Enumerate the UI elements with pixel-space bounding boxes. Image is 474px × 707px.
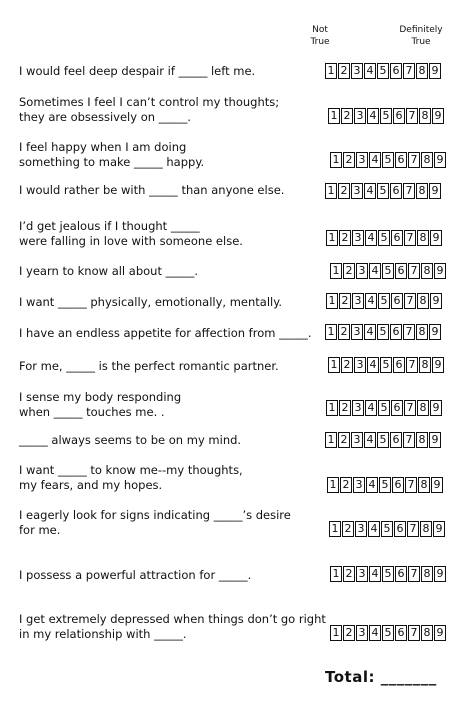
rating-box[interactable]: 9 — [434, 566, 446, 582]
rating-box[interactable]: 7 — [408, 263, 420, 279]
rating-box[interactable]: 8 — [419, 357, 431, 373]
rating-scale — [326, 400, 443, 416]
rating-box[interactable]: 9 — [430, 230, 442, 246]
rating-box[interactable]: 6 — [391, 230, 403, 246]
scale-high-label-line-1: Definitely — [399, 25, 443, 35]
rating-box[interactable]: 6 — [394, 521, 406, 537]
rating-scale — [326, 230, 443, 246]
rating-box[interactable]: 5 — [377, 324, 389, 340]
scale-low-label — [305, 24, 335, 48]
item-text-line: were falling in love with someone else. — [19, 234, 243, 248]
rating-box[interactable]: 8 — [416, 183, 428, 199]
rating-box[interactable]: 4 — [367, 357, 379, 373]
rating-box[interactable]: 9 — [431, 477, 443, 493]
rating-box[interactable]: 4 — [366, 477, 378, 493]
rating-box[interactable]: 3 — [356, 566, 368, 582]
item-text — [19, 183, 284, 198]
rating-box[interactable]: 8 — [416, 324, 428, 340]
rating-box[interactable]: 7 — [408, 566, 420, 582]
rating-box[interactable]: 5 — [382, 152, 394, 168]
rating-box[interactable]: 3 — [351, 324, 363, 340]
item-text-line: I sense my body responding — [19, 390, 182, 404]
rating-scale — [325, 324, 442, 340]
rating-box[interactable]: 6 — [393, 357, 405, 373]
rating-box[interactable]: 5 — [377, 432, 389, 448]
rating-box[interactable]: 1 — [328, 108, 340, 124]
rating-box[interactable]: 8 — [421, 152, 433, 168]
rating-box[interactable]: 1 — [325, 432, 337, 448]
item-text-line: I yearn to know all about _____. — [19, 264, 199, 278]
scale-high-label-line-2: True — [411, 37, 431, 47]
item-text-line: I get extremely depressed when things don’t go right — [19, 612, 326, 626]
rating-box[interactable]: 1 — [329, 521, 341, 537]
item-text-line: I want _____ physically, emotionally, mentally. — [19, 295, 283, 309]
rating-box[interactable]: 8 — [419, 108, 431, 124]
rating-box[interactable]: 7 — [406, 357, 418, 373]
item-text-line: I would rather be with _____ than anyone else. — [19, 183, 285, 197]
rating-scale — [330, 566, 447, 582]
rating-box[interactable]: 7 — [406, 108, 418, 124]
rating-box[interactable]: 3 — [352, 293, 364, 309]
item-text — [19, 64, 255, 79]
rating-box[interactable]: 8 — [416, 432, 428, 448]
rating-scale — [327, 477, 444, 493]
item-text-line: I possess a powerful attraction for _____. — [19, 568, 252, 582]
rating-box[interactable]: 3 — [353, 477, 365, 493]
rating-scale — [325, 183, 442, 199]
rating-box[interactable]: 2 — [341, 357, 353, 373]
rating-box[interactable]: 5 — [378, 400, 390, 416]
item-text-line: I’d get jealous if I thought _____ — [19, 219, 200, 233]
rating-box[interactable]: 5 — [378, 230, 390, 246]
rating-box[interactable]: 2 — [338, 432, 350, 448]
rating-box[interactable]: 6 — [393, 108, 405, 124]
rating-box[interactable]: 2 — [338, 183, 350, 199]
item-text-line: my fears, and my hopes. — [19, 478, 163, 492]
rating-box[interactable]: 2 — [343, 152, 355, 168]
rating-scale — [325, 63, 442, 79]
item-text — [19, 140, 204, 170]
item-text-line: _____ always seems to be on my mind. — [19, 433, 242, 447]
rating-box[interactable]: 5 — [382, 625, 394, 641]
rating-box[interactable]: 2 — [343, 625, 355, 641]
rating-box[interactable]: 2 — [343, 263, 355, 279]
rating-box[interactable]: 8 — [417, 293, 429, 309]
rating-box[interactable]: 7 — [404, 293, 416, 309]
rating-box[interactable]: 3 — [354, 357, 366, 373]
rating-box[interactable]: 1 — [325, 63, 337, 79]
rating-box[interactable]: 3 — [356, 625, 368, 641]
scale-low-label-line-1: Not — [312, 25, 328, 35]
item-text — [19, 508, 291, 538]
rating-box[interactable]: 6 — [390, 183, 402, 199]
rating-box[interactable]: 8 — [416, 63, 428, 79]
rating-box[interactable]: 7 — [403, 432, 415, 448]
rating-scale — [330, 625, 447, 641]
rating-box[interactable]: 6 — [392, 477, 404, 493]
rating-box[interactable]: 1 — [330, 263, 342, 279]
rating-box[interactable]: 1 — [328, 357, 340, 373]
item-text — [19, 326, 312, 341]
rating-box[interactable]: 2 — [342, 521, 354, 537]
item-text — [19, 264, 198, 279]
item-text-line: For me, _____ is the perfect romantic partner. — [19, 359, 279, 373]
rating-box[interactable]: 9 — [433, 521, 445, 537]
rating-box[interactable]: 7 — [405, 477, 417, 493]
item-text-line: they are obsessively on _____. — [19, 110, 192, 124]
rating-box[interactable]: 9 — [429, 183, 441, 199]
item-text-line: I feel happy when I am doing — [19, 140, 187, 154]
rating-box[interactable]: 1 — [330, 566, 342, 582]
rating-box[interactable]: 2 — [339, 293, 351, 309]
rating-box[interactable]: 2 — [340, 477, 352, 493]
rating-box[interactable]: 9 — [434, 152, 446, 168]
rating-box[interactable]: 5 — [381, 521, 393, 537]
item-text-line: I have an endless appetite for affection from _____. — [19, 326, 312, 340]
rating-box[interactable]: 7 — [404, 230, 416, 246]
item-text — [19, 95, 279, 125]
rating-box[interactable]: 3 — [351, 183, 363, 199]
item-text — [19, 219, 243, 249]
rating-box[interactable]: 2 — [339, 230, 351, 246]
rating-box[interactable]: 5 — [378, 293, 390, 309]
item-text — [19, 433, 241, 448]
rating-box[interactable]: 6 — [395, 263, 407, 279]
rating-box[interactable]: 3 — [355, 521, 367, 537]
rating-box[interactable]: 9 — [429, 324, 441, 340]
rating-box[interactable]: 3 — [352, 230, 364, 246]
rating-box[interactable]: 1 — [326, 400, 338, 416]
rating-box[interactable]: 8 — [420, 521, 432, 537]
rating-box[interactable]: 3 — [351, 63, 363, 79]
rating-scale — [328, 108, 445, 124]
item-text — [19, 295, 282, 310]
rating-box[interactable]: 4 — [369, 566, 381, 582]
rating-box[interactable]: 1 — [325, 183, 337, 199]
rating-box[interactable]: 5 — [380, 357, 392, 373]
scale-low-label-line-2: True — [310, 37, 330, 47]
rating-box[interactable]: 8 — [421, 263, 433, 279]
rating-box[interactable]: 2 — [343, 566, 355, 582]
rating-box[interactable]: 5 — [379, 477, 391, 493]
rating-box[interactable]: 6 — [395, 625, 407, 641]
rating-box[interactable]: 6 — [390, 324, 402, 340]
rating-box[interactable]: 4 — [365, 293, 377, 309]
rating-box[interactable]: 6 — [390, 432, 402, 448]
item-text — [19, 568, 251, 583]
rating-box[interactable]: 2 — [341, 108, 353, 124]
rating-box[interactable]: 4 — [365, 230, 377, 246]
item-text — [19, 612, 326, 642]
rating-box[interactable]: 6 — [395, 566, 407, 582]
rating-box[interactable]: 7 — [404, 400, 416, 416]
rating-box[interactable]: 8 — [417, 230, 429, 246]
rating-box[interactable]: 9 — [434, 263, 446, 279]
rating-scale — [330, 263, 447, 279]
rating-box[interactable]: 6 — [390, 63, 402, 79]
rating-box[interactable]: 7 — [407, 521, 419, 537]
item-text-line: I would feel deep despair if _____ left me. — [19, 64, 256, 78]
rating-box[interactable]: 4 — [365, 400, 377, 416]
rating-box[interactable]: 2 — [338, 324, 350, 340]
total-label: Total: _______ — [325, 668, 437, 686]
rating-box[interactable]: 3 — [356, 152, 368, 168]
rating-scale — [329, 521, 446, 537]
item-text-line: I want _____ to know me--my thoughts, — [19, 463, 243, 477]
rating-box[interactable]: 4 — [369, 263, 381, 279]
rating-scale — [325, 432, 442, 448]
rating-box[interactable]: 6 — [391, 293, 403, 309]
rating-box[interactable]: 8 — [418, 477, 430, 493]
rating-box[interactable]: 9 — [432, 357, 444, 373]
rating-box[interactable]: 1 — [330, 625, 342, 641]
rating-box[interactable]: 5 — [377, 183, 389, 199]
rating-box[interactable]: 5 — [380, 108, 392, 124]
rating-box[interactable]: 4 — [364, 183, 376, 199]
rating-box[interactable]: 7 — [403, 63, 415, 79]
rating-box[interactable]: 4 — [367, 108, 379, 124]
rating-box[interactable]: 1 — [330, 152, 342, 168]
rating-box[interactable]: 4 — [364, 432, 376, 448]
rating-box[interactable]: 6 — [395, 152, 407, 168]
rating-box[interactable]: 3 — [352, 400, 364, 416]
rating-box[interactable]: 7 — [403, 183, 415, 199]
rating-box[interactable]: 9 — [430, 293, 442, 309]
item-text-line: for me. — [19, 523, 61, 537]
rating-box[interactable]: 4 — [364, 324, 376, 340]
rating-box[interactable]: 5 — [377, 63, 389, 79]
rating-box[interactable]: 8 — [421, 625, 433, 641]
rating-box[interactable]: 4 — [369, 152, 381, 168]
rating-box[interactable]: 4 — [369, 625, 381, 641]
rating-box[interactable]: 8 — [421, 566, 433, 582]
item-text — [19, 463, 243, 493]
rating-box[interactable]: 1 — [326, 293, 338, 309]
rating-box[interactable]: 1 — [326, 230, 338, 246]
rating-box[interactable]: 7 — [403, 324, 415, 340]
rating-box[interactable]: 4 — [364, 63, 376, 79]
rating-box[interactable]: 9 — [429, 63, 441, 79]
rating-box[interactable]: 2 — [338, 63, 350, 79]
rating-box[interactable]: 9 — [434, 625, 446, 641]
item-text — [19, 359, 279, 374]
rating-box[interactable]: 5 — [382, 263, 394, 279]
rating-box[interactable]: 8 — [417, 400, 429, 416]
rating-box[interactable]: 9 — [432, 108, 444, 124]
rating-box[interactable]: 3 — [356, 263, 368, 279]
rating-box[interactable]: 3 — [351, 432, 363, 448]
item-text — [19, 390, 181, 420]
rating-box[interactable]: 1 — [327, 477, 339, 493]
rating-box[interactable]: 9 — [429, 432, 441, 448]
rating-box[interactable]: 7 — [408, 152, 420, 168]
item-text-line: Sometimes I feel I can’t control my thoughts; — [19, 95, 280, 109]
item-text-line: something to make _____ happy. — [19, 155, 205, 169]
rating-box[interactable]: 3 — [354, 108, 366, 124]
item-text-line: when _____ touches me. . — [19, 405, 165, 419]
rating-box[interactable]: 7 — [408, 625, 420, 641]
rating-scale — [330, 152, 447, 168]
rating-box[interactable]: 2 — [339, 400, 351, 416]
scale-high-label — [396, 24, 446, 48]
rating-box[interactable]: 6 — [391, 400, 403, 416]
rating-scale — [326, 293, 443, 309]
rating-box[interactable]: 5 — [382, 566, 394, 582]
item-text-line: in my relationship with _____. — [19, 627, 187, 641]
rating-box[interactable]: 9 — [430, 400, 442, 416]
rating-scale — [328, 357, 445, 373]
rating-box[interactable]: 4 — [368, 521, 380, 537]
rating-box[interactable]: 1 — [325, 324, 337, 340]
item-text-line: I eagerly look for signs indicating _____’s desire — [19, 508, 291, 522]
